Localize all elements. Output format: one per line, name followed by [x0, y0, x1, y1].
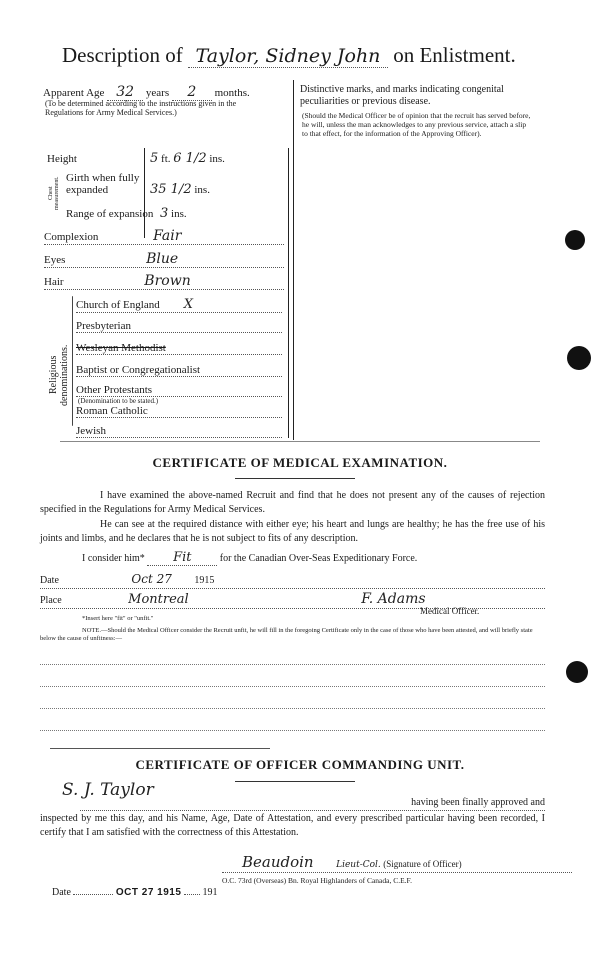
religion-brace [72, 296, 74, 426]
eyes-value: Blue [146, 251, 179, 267]
distinctive-marks-note: (Should the Medical Officer be of opinion that the recruit has served before, he will, unless the man acknowledges to any previous service, attach a slip to that effect, for the information of the Approving Officer). [302, 111, 531, 138]
religion-item-other-protestants: Other Protestants [76, 384, 282, 397]
religion-label: Wesleyan Methodist [76, 342, 166, 354]
punch-hole-top [565, 230, 585, 250]
date-label: Date [40, 575, 59, 586]
complexion-value: Fair [153, 228, 182, 244]
unfitness-line-1[interactable] [40, 664, 545, 665]
hair-row [44, 273, 284, 290]
place-value: Montreal [128, 592, 189, 607]
hair-value: Brown [144, 273, 191, 289]
ins-label: ins. [171, 208, 187, 220]
age-years-value: 32 [107, 84, 143, 101]
consider-row [82, 551, 417, 566]
section-divider [50, 748, 270, 749]
religious-denominations-label: Religious denominations. [48, 344, 70, 406]
denomination-note: (Denomination to be stated.) [78, 397, 159, 405]
ins-label: ins. [194, 184, 210, 196]
eyes-label: Eyes [44, 254, 66, 266]
title-prefix: Description of [62, 43, 183, 67]
officer-signature-row [222, 855, 572, 873]
section-divider [60, 441, 540, 442]
height-ft: 5 [150, 151, 159, 166]
range-value: 3 [160, 206, 169, 221]
consider-prefix: I consider him* [82, 553, 145, 564]
religion-item-roman-catholic: Roman Catholic [76, 405, 282, 418]
unfitness-line-4[interactable] [40, 730, 545, 731]
height-in: 6 1/2 [173, 151, 207, 166]
medical-paragraph-2: He can see at the required distance with either eye; his heart and lungs are healthy; he has the free use of his joints and limbs, and he declares that he is not subject to fits of any description. [40, 519, 545, 544]
range-value-row [160, 206, 187, 221]
medical-officer-signature: F. Adams [361, 591, 426, 607]
commanding-officer-signature: Beaudoin [242, 853, 314, 871]
measurement-divider [144, 148, 145, 238]
complexion-label: Complexion [44, 231, 99, 243]
religion-mark: X [183, 297, 193, 312]
distinctive-marks-heading: Distinctive marks, and marks indicating congenital peculiarities or previous disease. [300, 84, 504, 107]
religion-right-border [288, 148, 289, 438]
medical-certificate-title: CERTIFICATE OF MEDICAL EXAMINATION. [152, 455, 448, 470]
eyes-row [44, 251, 284, 268]
unfitness-line-2[interactable] [40, 686, 545, 687]
girth-value-row [150, 182, 210, 197]
title-underline [235, 781, 355, 782]
religion-item-baptist: Baptist or Congregationalist [76, 364, 282, 377]
approval-text-end: having been finally approved and [80, 796, 545, 811]
religion-label: Church of England [76, 299, 160, 311]
years-label: years [145, 87, 170, 99]
recruit-signature: S. J. Taylor [62, 780, 154, 800]
date-value: Oct 27 [131, 572, 172, 586]
date-stamp: OCT 27 1915 [115, 887, 182, 898]
approval-paragraph: inspected by me this day, and his Name, Age, Date of Attestation, and every prescribed particular having been recorded, I certify that I am satisfied with the correctness of this Attestation. [40, 813, 545, 838]
girth-label: Girth when fully expanded [66, 172, 140, 196]
unfit-note: NOTE.—Should the Medical Officer consider the Recruit unfit, he will fill in the foregoing Certificate only in the case of those who have been attested, and will briefly state below the cause of unfitness:— [40, 627, 533, 642]
ins-label: ins. [209, 153, 225, 165]
medical-date-row [40, 572, 545, 589]
unfitness-line-3[interactable] [40, 708, 545, 709]
document-title [62, 43, 516, 68]
date-suffix: 191 [202, 887, 218, 898]
date-year: 1915 [194, 575, 215, 586]
hair-label: Hair [44, 276, 64, 288]
girth-value: 35 1/2 [150, 182, 192, 197]
range-label: Range of expansion [66, 208, 154, 220]
column-divider [293, 80, 294, 440]
commanding-date-row [52, 886, 217, 900]
insert-note: *Insert here "fit" or "unfit." [82, 615, 154, 622]
months-label: months. [214, 87, 250, 99]
signature-label: (Signature of Officer) [383, 859, 462, 869]
medical-officer-label: Medical Officer. [420, 606, 480, 616]
date-label: Date [52, 887, 71, 898]
religion-item-church-of-england [76, 297, 282, 313]
chest-measurement-label: Chest measurement. [48, 176, 60, 210]
place-label: Place [40, 595, 62, 606]
commanding-certificate-title: CERTIFICATE OF OFFICER COMMANDING UNIT. [135, 757, 465, 772]
consider-suffix: for the Canadian Over-Seas Expeditionary Force. [219, 553, 418, 564]
title-underline [235, 478, 355, 479]
religion-item-jewish: Jewish [76, 425, 282, 438]
ft-label: ft. [161, 153, 171, 165]
recruit-name: Taylor, Sidney John [188, 45, 388, 68]
complexion-row [44, 228, 284, 245]
punch-hole-bottom [566, 661, 588, 683]
age-note: (To be determined according to the instructions given in the Regulations for Army Medical Services.) [45, 99, 237, 117]
officer-rank: Lieut-Col. [336, 860, 381, 870]
unit-designation: O.C. 73rd (Overseas) Bn. Royal Highlanders of Canada, C.E.F. [222, 876, 412, 885]
title-suffix: on Enlistment. [393, 43, 516, 67]
height-value [150, 151, 225, 166]
fitness-value: Fit [147, 551, 217, 566]
age-months-value: 2 [172, 84, 212, 101]
religion-item-presbyterian: Presbyterian [76, 320, 282, 333]
height-label: Height [47, 153, 77, 165]
age-label: Apparent Age [43, 87, 105, 99]
religion-item-methodist [76, 342, 282, 355]
punch-hole-middle [567, 346, 591, 370]
medical-paragraph-1: I have examined the above-named Recruit and find that he does not present any of the causes of rejection specified in the Regulations for Army Medical Services. [40, 490, 545, 515]
